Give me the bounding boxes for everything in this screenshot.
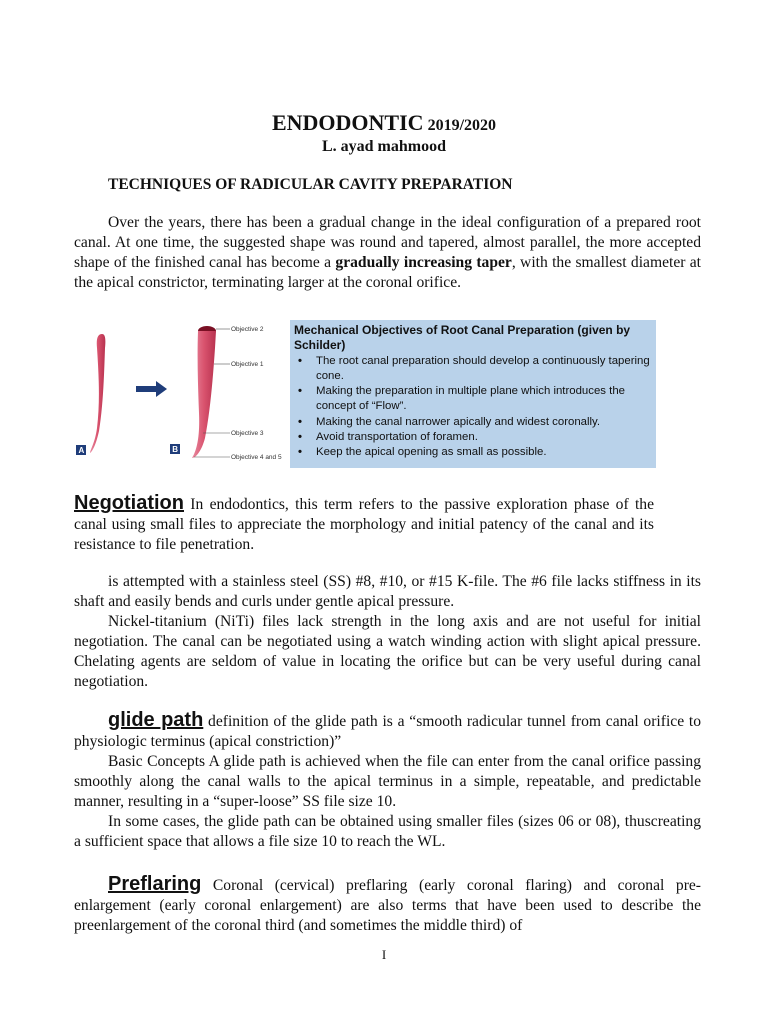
glide-path-concepts: Basic Concepts A glide path is achieved when the file can enter from the canal orifice passing smoothly along the canal walls to the apical terminus in a simple, repeatable, and predictable manner, resulting in a “super-loose” SS file size 10.: [74, 753, 701, 810]
objective-label-4-5: Objective 4 and 5: [231, 454, 282, 461]
intro-paragraph: [74, 213, 701, 293]
glide-path-definition: definition of the glide path is a “smooth radicular tunnel from canal orifice to physiologic terminus (apical constriction)”: [74, 713, 701, 750]
page-number: I: [381, 947, 387, 962]
canal-preparation-figure: [70, 318, 660, 470]
intro-text-1: Over the years, there has been a gradual change in the ideal configuration of a prepared root canal. At one time, the suggested shape was round and tapered, almost parallel, the more accepted shape of the finished canal has become a: [74, 214, 701, 271]
objective-item: • Keep the apical opening as small as possible.: [316, 445, 652, 460]
intro-text-2: , with the smallest diameter at the apical constrictor, terminating larger at the coronal orifice.: [74, 254, 702, 291]
document-title: [0, 110, 768, 136]
label-b: B: [172, 445, 179, 454]
canal-a-shape: [90, 334, 105, 453]
glide-path-section: [74, 710, 701, 852]
negotiation-detail-2: Nickel-titanium (NiTi) files lack strength in the long axis and are not useful for initial negotiation. The canal can be negotiated using a watch winding action with slight apical pressure. Chelating agents are seldom of value in locating the orifice but can be very useful during canal negotiation.: [74, 613, 701, 690]
negotiation-text: In endodontics, this term refers to the passive exploration phase of the canal using small files to appreciate the morphology and initial patency of the canal and its resistance to file penetration.: [74, 496, 654, 553]
objectives-list: [294, 354, 652, 461]
label-a: A: [78, 446, 85, 455]
canal-illustration: [70, 318, 295, 470]
objectives-title: Mechanical Objectives of Root Canal Preparation (given by Schilder): [294, 323, 631, 353]
section-heading: TECHNIQUES OF RADICULAR CAVITY PREPARATION: [108, 176, 513, 193]
objective-label-3: Objective 3: [231, 430, 264, 437]
objective-item: • Making the preparation in multiple plane which introduces the concept of “Flow”.: [316, 384, 652, 415]
objective-item: • Making the canal narrower apically and widest coronally.: [316, 415, 652, 430]
intro-bold-term: gradually increasing taper: [335, 254, 512, 271]
preflaring-heading: Preflaring: [108, 873, 202, 895]
negotiation-detail-1: is attempted with a stainless steel (SS) #8, #10, or #15 K-file. The #6 file lacks stiffness in its shaft and easily bends and curls under gentle apical pressure.: [74, 573, 701, 610]
negotiation-paragraph: [74, 493, 654, 555]
objectives-box: [290, 320, 656, 468]
canal-b-shape: [192, 331, 216, 458]
objective-item: • Avoid transportation of foramen.: [316, 430, 652, 445]
author-name: L. ayad mahmood: [321, 138, 447, 155]
objective-label-2: Objective 2: [231, 326, 264, 333]
title-main: ENDODONTIC: [271, 110, 424, 135]
negotiation-heading: Negotiation: [74, 492, 184, 514]
preflaring-text: Coronal (cervical) preflaring (early coronal flaring) and coronal pre-enlargement (early coronal enlargement) are also terms that have been used to describe the preenlargement of the coronal third (and sometimes the middle third) of: [74, 877, 701, 934]
negotiation-details: [74, 572, 701, 692]
glide-path-heading: glide path: [108, 709, 204, 731]
title-year: 2019/2020: [427, 117, 497, 134]
preflaring-paragraph: [74, 874, 701, 936]
objective-label-1: Objective 1: [231, 361, 264, 368]
glide-path-smaller-files: In some cases, the glide path can be obtained using smaller files (sizes 06 or 08), thuscreating a sufficient space that allows a file size 10 to reach the WL.: [74, 813, 701, 850]
arrow-icon: [136, 381, 167, 397]
objective-item: • The root canal preparation should develop a continuously tapering cone.: [316, 354, 652, 385]
